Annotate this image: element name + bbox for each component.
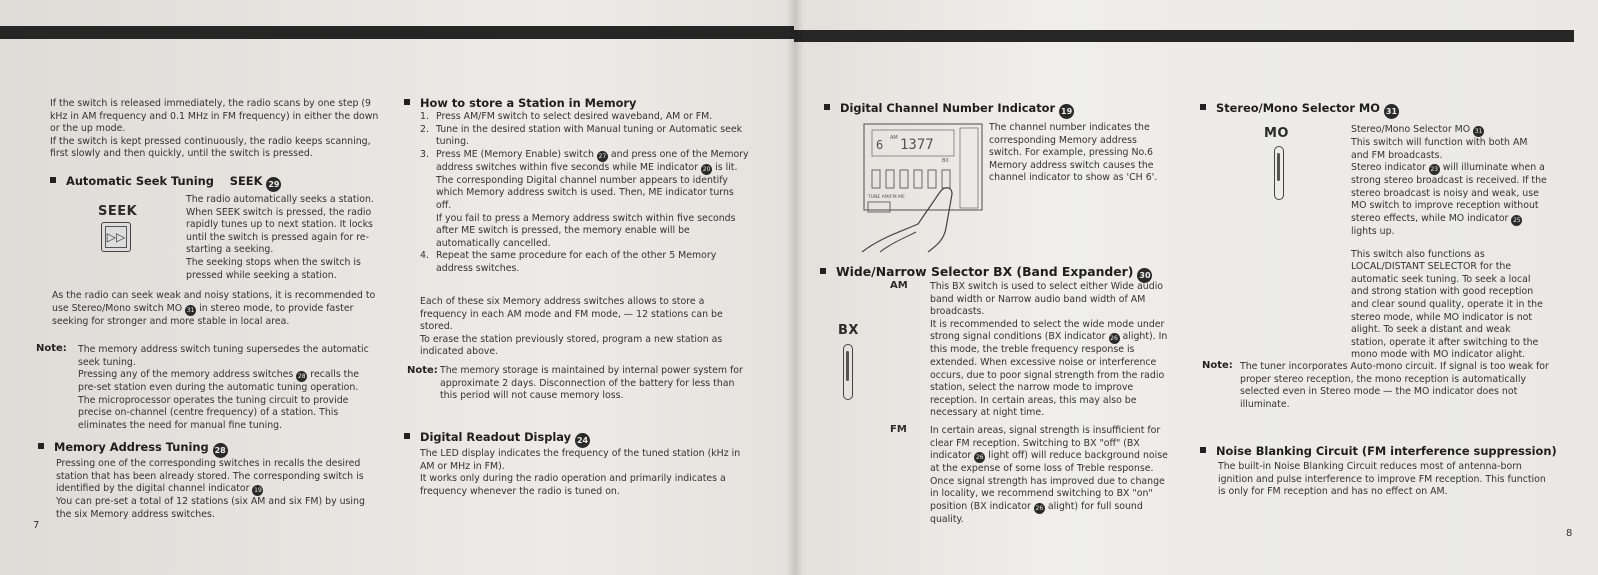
memory-switch (928, 170, 936, 188)
header-band (794, 30, 1574, 42)
callout-badge: 25 (1513, 216, 1521, 224)
step-item: 2. Tune in the desired station with Manual tuning or Automatic seek tuning. (420, 123, 743, 148)
step-item: 4. Repeat the same procedure for each of the other 5 Memory address switches. (420, 250, 717, 274)
callout-badge: 26 (1035, 504, 1044, 512)
readout-heading: Digital Readout Display 24 (404, 430, 590, 448)
memory-tuning-text: Pressing one of the corresponding switches in recalls the desired station that has been already stored. The corresponding switch is identified by the digital channel indicator 19 You can pre-set a total of 12 stations (six AM and six FM) by using the six Memory address switches. (56, 458, 365, 520)
memory-switch (886, 170, 894, 188)
mo-switch-label: MO (1264, 126, 1289, 141)
side-panel (960, 128, 978, 208)
display-am: AM (890, 135, 898, 141)
switch-knob (846, 351, 849, 381)
radio-display-illustration (860, 120, 988, 255)
callout-badge: 26 (975, 454, 984, 462)
channel-text: The channel number indicates the corresponding Memory address switch. For example, pressing No.6 Memory address switch causes the channel indicator to show as 'CH 6'. (989, 122, 1158, 184)
callout-badge: 27 (598, 152, 607, 160)
bullet-icon (824, 104, 830, 110)
step-item: 1. Press AM/FM switch to select desired waveband, AM or FM. (420, 111, 713, 122)
stereo-text: Stereo/Mono Selector MO 31 This switch will function with both AM and FM broadcasts. Stereo indicator 23 will illuminate when a strong stereo broadcast is received. If the stereo broadcast is noisy and weak, use MO switch to improve reception without stereo effects, while MO indicator 25lights up. This switch also functions as LOCAL/DISTANT SELECTOR for the automatic seek tuning. To seek a local and strong station with good reception and clear sound quality, operate it in the stereo mode, while MO indicator is not alight. To seek a distant and weak station, operate it after switching to the mono mode with MO indicator alight. (1351, 124, 1547, 361)
bullet-icon (404, 99, 410, 105)
callout-badge: 31 (1384, 104, 1399, 119)
stereo-heading: Stereo/Mono Selector MO 31 (1200, 101, 1399, 119)
readout-text: The LED display indicates the frequency of the tuned station (kHz in AM or MHz in FM). It works only during the radio operation and primarily indicates a frequency whenever the radio is tuned on. (420, 448, 741, 497)
bullet-icon (50, 177, 56, 183)
bullet-icon (404, 433, 410, 439)
callout-badge: 30 (1137, 268, 1152, 283)
am-label: AM (890, 280, 908, 291)
memory-tuning-heading: Memory Address Tuning 28 (38, 440, 228, 458)
callout-badge: 26 (1110, 335, 1118, 343)
display-bx: BX (942, 158, 949, 164)
callout-badge: 28 (297, 373, 306, 381)
bx-fm-text: In certain areas, signal strength is insufficient for clear FM reception. Switching to BX "off" (BX indicator 26 light off) will reduce background noise at the expense of some loss of Treble response. Once signal strength has improved due to change in locality, we recommend switching to BX "on" position (BX indicator 26 alight) for full sound quality. (930, 425, 1168, 525)
page-number: 8 (1566, 528, 1573, 539)
callout-badge: 29 (266, 177, 281, 192)
seek-text: The radio automatically seeks a station. When SEEK switch is pressed, the radio rapidly tunes up to next station. It locks until the switch is pressed again for re-starting a seeking. The seeking stops when the switch is pressed while seeking a station. (186, 194, 374, 281)
noise-text: The built-in Noise Blanking Circuit reduces most of antenna-born ignition and pulse interference to improve FM reception. This function is only for FM reception and has no effect on AM. (1218, 461, 1546, 498)
header-band (0, 26, 794, 39)
bx-am-text: This BX switch is used to select either Wide audio band width or Narrow audio band width of AM broadcasts. It is recommended to select the wide mode under strong signal conditions (BX indicator 26 alight). In this mode, the treble frequency response is extended. When excessive noise or interference occurs, due to poor signal strength from the radio station, select the narrow mode to improve reception. In certain areas, this may also be necessary at night time. (930, 281, 1168, 419)
note-automono-text: The tuner incorporates Auto-mono circuit. If signal is too weak for proper stereo reception, the mono reception is automatically selected even in Stereo mode — the MO indicator does not illuminate. (1240, 361, 1549, 410)
right-page (794, 0, 1598, 575)
note-label: Note: (407, 365, 438, 376)
left-page (0, 0, 794, 575)
seek-button-icon (101, 222, 131, 252)
bx-switch-icon (843, 344, 853, 400)
note-tuning-text: The memory address switch tuning supersedes the automatic seek tuning. Pressing any of the memory address switches 28 recalls the pre-set station even during the automatic tuning operation. The microprocessor operates the tuning circuit to provide precise on-channel (centre frequency) of a station. This eliminates the need for manual fine tuning. (78, 344, 369, 431)
callout-badge: 31 (1474, 128, 1483, 135)
fast-forward-icon: ▷▷ (105, 226, 127, 248)
book-gutter (786, 0, 804, 575)
step-item: 3. Press ME (Memory Enable) switch 27 and press one of the Memory address switches within five seconds while ME indicator 20 is lit. The corresponding Digital channel number appears to identify which Memory address switch is used. Then, ME indicator turns off. If you fail to press a Memory address switch within five seconds after ME switch is pressed, the memory enable will be automatically cancelled. (420, 148, 749, 249)
display-channel: 6 (876, 138, 884, 152)
page-number: 7 (33, 520, 40, 531)
note-memory-text: The memory storage is maintained by internal power system for approximate 2 days. Disconnection of the battery for less than this period will not cause memory loss. (440, 365, 743, 402)
display-frequency: 1377 (900, 137, 934, 153)
bullet-icon (1200, 447, 1206, 453)
callout-badge: 31 (186, 306, 195, 314)
bx-switch-label: BX (838, 323, 859, 338)
note-label: Note: (1202, 360, 1233, 371)
display-tune-label: TUNE AM/FM ME (868, 195, 905, 200)
callout-badge: 19 (1059, 104, 1074, 119)
intro-text: If the switch is released immediately, the radio scans by one step (9 kHz in AM frequency and 0.1 MHz in FM frequency) in either the down or the up mode. If the switch is kept pressed continuously, the radio keeps scanning, first slowly and then quickly, until the switch is pressed. (50, 98, 379, 160)
fm-label: FM (890, 424, 907, 435)
bullet-icon (38, 443, 44, 449)
seek-button-label: SEEK (98, 204, 138, 219)
mo-switch-icon (1274, 146, 1284, 200)
note-label: Note: (36, 343, 67, 354)
store-steps (420, 111, 750, 276)
hand-line (880, 232, 916, 252)
noise-heading: Noise Blanking Circuit (FM interference suppression) (1200, 444, 1557, 458)
channel-heading: Digital Channel Number Indicator 19 (824, 101, 1074, 119)
bullet-icon (1200, 104, 1206, 110)
bullet-icon (820, 268, 826, 274)
seek-advice: As the radio can seek weak and noisy stations, it is recommended to use Stereo/Mono switch MO 31 in stereo mode, to provide faster seeking for stronger and more stable in local area. (52, 290, 376, 327)
memory-switch (942, 170, 950, 188)
memory-switch (872, 170, 880, 188)
memory-switch (914, 170, 922, 188)
bx-heading: Wide/Narrow Selector BX (Band Expander) 30 (820, 264, 1152, 283)
store-paragraphs: Each of these six Memory address switches allows to store a frequency in each AM mode and FM mode, — 12 stations can be stored. To erase the station previously stored, program a new station as indicated above. (420, 296, 723, 358)
callout-badge: 20 (702, 165, 711, 173)
store-heading: How to store a Station in Memory (404, 96, 636, 110)
switch-knob (1277, 153, 1280, 181)
callout-badge: 23 (1430, 166, 1439, 174)
seek-heading: Automatic Seek Tuning SEEK 29 (50, 174, 281, 192)
memory-switch (900, 170, 908, 188)
memory-switches (872, 170, 950, 188)
callout-badge: 24 (575, 433, 590, 448)
callout-badge: 28 (213, 443, 228, 458)
callout-badge: 19 (254, 487, 262, 495)
